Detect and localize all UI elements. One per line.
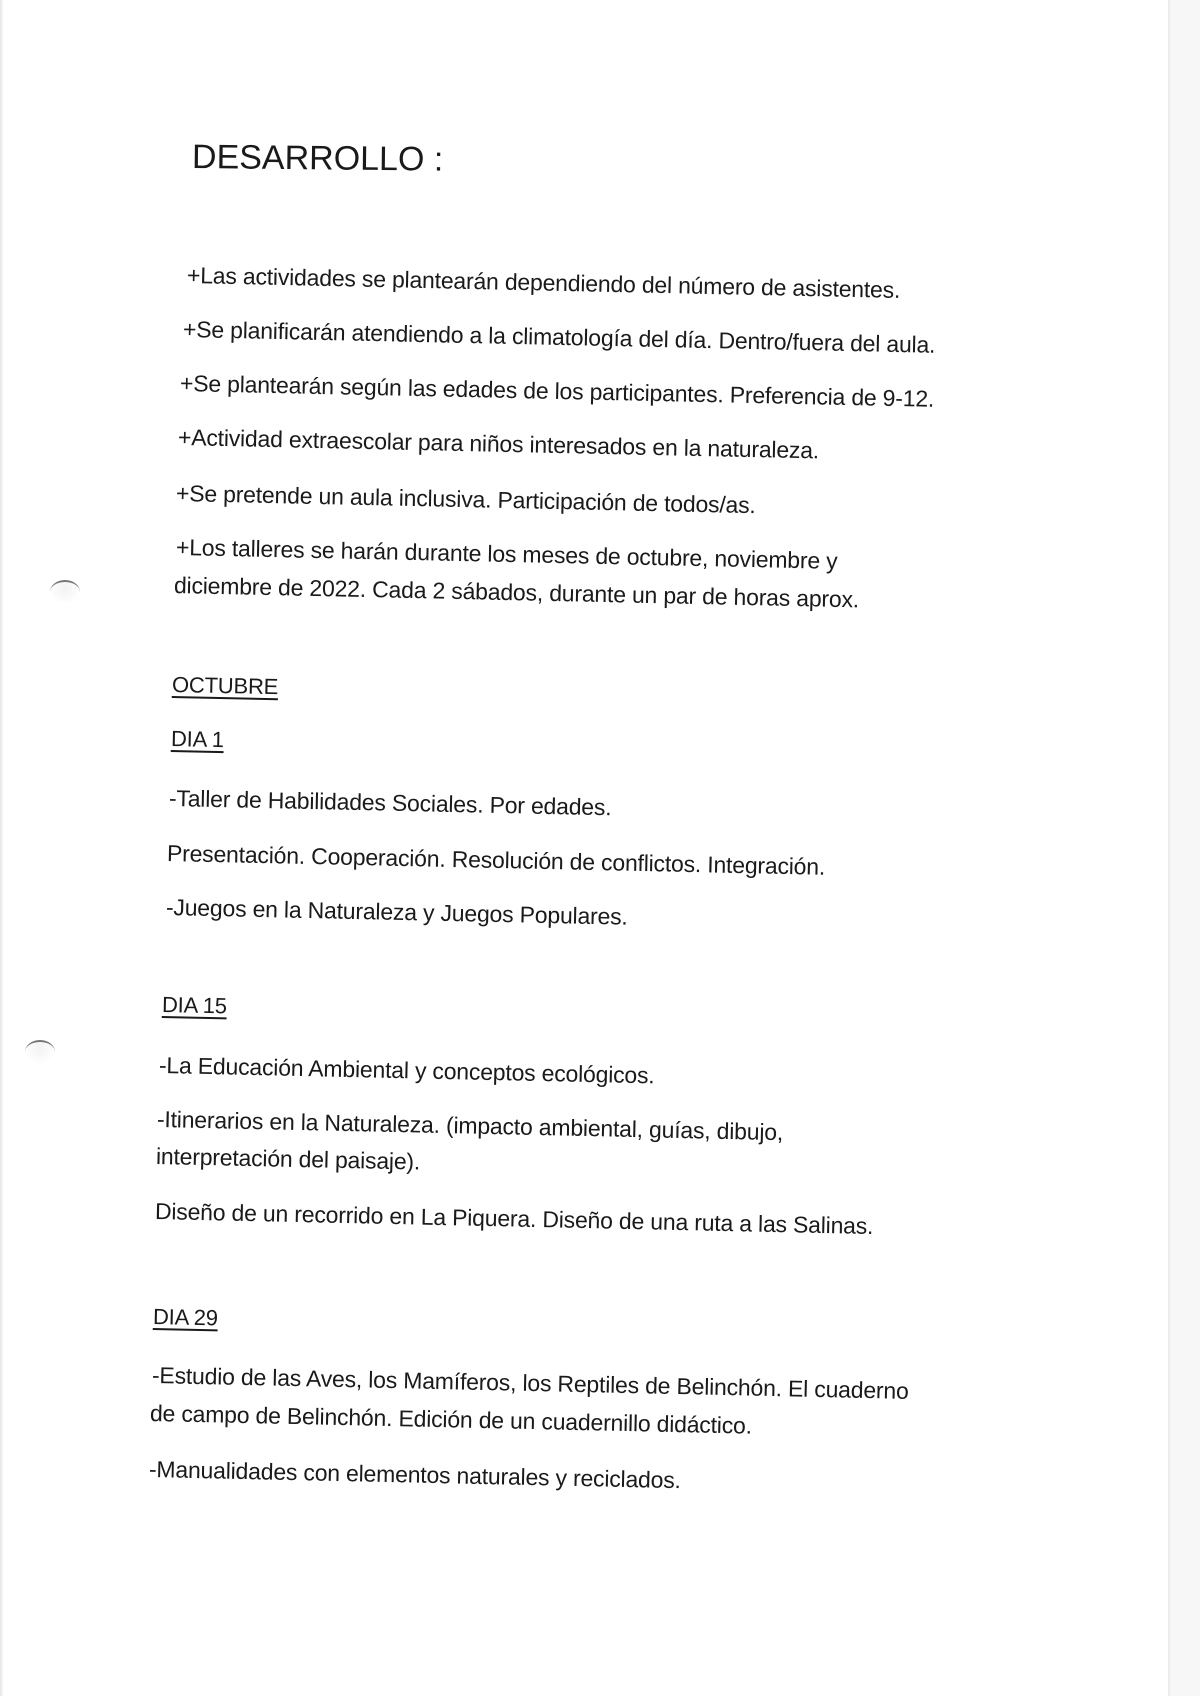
day-line: -Itinerarios en la Naturaleza. (impacto ambiental, guías, dibujo, (156, 1106, 784, 1146)
punch-hole-mark (25, 1040, 55, 1064)
scan-right-edge (1168, 0, 1200, 1696)
day-heading: DIA 1 (170, 726, 225, 753)
day-line: -Taller de Habilidades Sociales. Por edades. (168, 785, 612, 821)
day-line: -Manualidades con elementos naturales y reciclados. (148, 1456, 682, 1494)
day-heading: DIA 15 (161, 992, 228, 1019)
day-line: Presentación. Cooperación. Resolución de conflictos. Integración. (166, 840, 826, 880)
day-line: interpretación del paisaje). (155, 1143, 421, 1175)
bullet-line: +Las actividades se plantearán dependiendo del número de asistentes. (186, 262, 901, 303)
bullet-line: +Se pretende un aula inclusiva. Participación de todos/as. (175, 480, 756, 519)
day-line: Diseño de un recorrido en La Piquera. Diseño de una ruta a las Salinas. (154, 1198, 874, 1240)
day-heading: DIA 29 (152, 1304, 219, 1331)
punch-hole-mark (50, 580, 80, 604)
page-title: DESARROLLO : (191, 138, 444, 179)
day-line: -Estudio de las Aves, los Mamíferos, los Reptiles de Belinchón. El cuaderno (151, 1362, 909, 1404)
bullet-line: +Se planificarán atendiendo a la climatología del día. Dentro/fuera del aula. (182, 316, 936, 358)
bullet-line: +Actividad extraescolar para niños interesados en la naturaleza. (177, 424, 820, 464)
bullet-line: +Se plantearán según las edades de los participantes. Preferencia de 9-12. (179, 370, 935, 412)
month-heading: OCTUBRE (171, 672, 279, 700)
day-line: de campo de Belinchón. Edición de un cuadernillo didáctico. (149, 1400, 753, 1439)
day-line: -La Educación Ambiental y conceptos ecológicos. (158, 1052, 655, 1089)
bullet-line: diciembre de 2022. Cada 2 sábados, durante un par de horas aprox. (173, 572, 860, 613)
scan-left-edge (0, 0, 3, 1696)
bullet-line: +Los talleres se harán durante los meses de octubre, noviembre y (175, 534, 838, 574)
day-line: -Juegos en la Naturaleza y Juegos Populares. (165, 894, 628, 930)
